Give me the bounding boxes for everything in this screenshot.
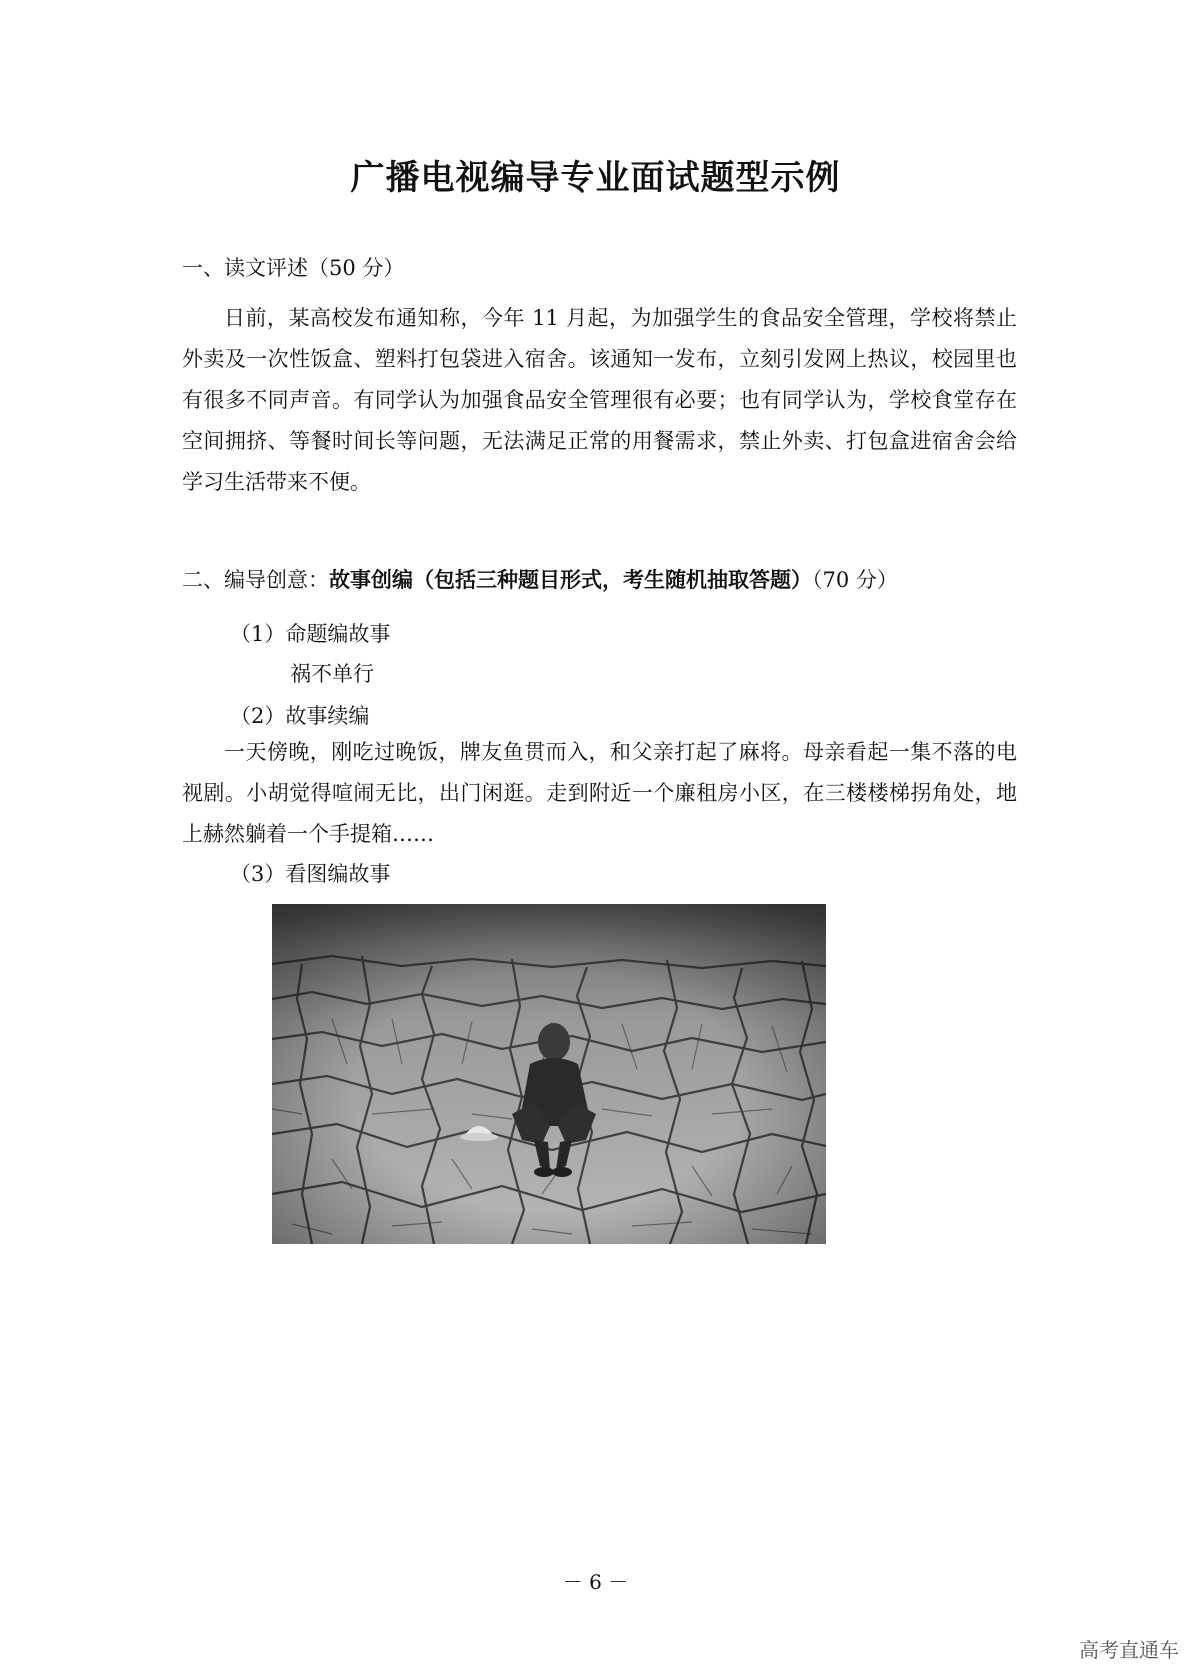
item-2-label: （2）故事续编 — [230, 704, 370, 728]
item-2-content: 一天傍晚，刚吃过晚饭，牌友鱼贯而入，和父亲打起了麻将。母亲看起一集不落的电视剧。小胡觉得喧闹无比，出门闲逛。走到附近一个廉租房小区，在三楼楼梯拐角处，地上赫然躺着一个手提箱…… — [182, 740, 1017, 846]
watermark-text: 高考直通车 — [1079, 1638, 1179, 1662]
page-number: － 6 － — [562, 1570, 629, 1594]
section-2-heading-prefix: 二、编导创意： — [182, 568, 329, 592]
item-1-content: 祸不单行 — [290, 662, 374, 686]
section-1-heading: 一、读文评述（50 分） — [182, 256, 405, 280]
item-1-label: （1）命题编故事 — [230, 622, 391, 646]
drought-photo — [272, 904, 826, 1244]
section-1-paragraph: 日前，某高校发布通知称，今年 11 月起，为加强学生的食品安全管理，学校将禁止外卖及一次性饭盒、塑料打包袋进入宿舍。该通知一发布，立刻引发网上热议，校园里也有很多不同声音。有同学认为加强食品安全管理很有必要；也有同学认为，学校食堂存在空间拥挤、等餐时间长等问题，无法满足正常的用餐需求，禁止外卖、打包盒进宿舍会给学习生活带来不便。 — [182, 306, 1017, 494]
page-title: 广播电视编导专业面试题型示例 — [350, 158, 841, 198]
item-3-label: （3）看图编故事 — [230, 862, 391, 886]
section-2-heading-suffix: （70 分） — [812, 568, 898, 592]
section-2-heading-bold: 故事创编（包括三种题目形式，考生随机抽取答题） — [329, 567, 812, 592]
section-2-heading — [182, 564, 898, 594]
